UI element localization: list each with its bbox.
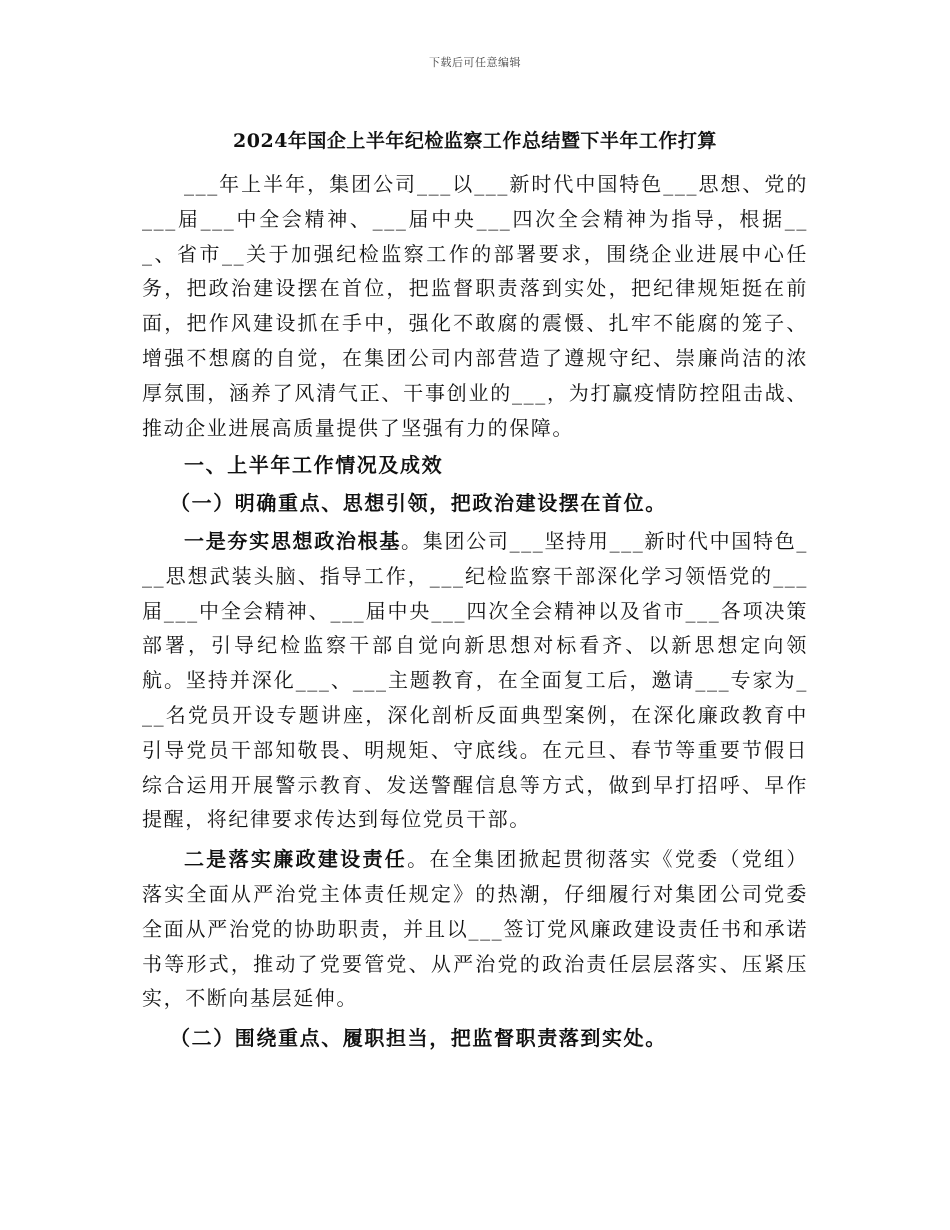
intro-paragraph: ___年上半年，集团公司___以___新时代中国特色___思想、党的___届___中全会精神、___届中央___四次全会精神为指导，根据___、省市__关于加强纪检监察工作的部署要求，围绕企业进展中心任务，把政治建设摆在首位，把监督职责落到实处，把纪律规矩挺在前面，把作风建设抓在手中，强化不敢腐的震慑、扎牢不能腐的笼子、增强不想腐的自觉，在集团公司内部营造了遵规守纪、崇廉尚洁的浓厚氛围，涵养了风清气正、干事创业的___，为打赢疫情防控阻击战、推动企业进展高质量提供了坚强有力的保障。 — [142, 172, 808, 440]
item-lead-1: 一是夯实思想政治根基 — [184, 528, 402, 553]
item-paragraph-2 — [142, 842, 808, 1016]
item-text-1: 。集团公司___坚持用___新时代中国特色___思想武装头脑、指导工作，___纪检监察干部深化学习领悟党的___届___中全会精神、___届中央___四次全会精神以及省市___各项决策部署，引导纪检监察干部自觉向新思想对标看齐、以新思想定向领航。坚持并深化___、___主题教育，在全面复工后，邀请___专家为___名党员开设专题讲座，深化剖析反面典型案例，在深化廉政教育中引导党员干部知敬畏、明规矩、守底线。在元旦、春节等重要节假日综合运用开展警示教育、发送警醒信息等方式，做到早打招呼、早作提醒，将纪律要求传达到每位党员干部。 — [142, 528, 809, 832]
item-lead-2: 二是落实廉政建设责任 — [184, 847, 408, 872]
subsection-heading-2: （二）围绕重点、履职担当，把监督职责落到实处。 — [170, 1026, 667, 1051]
item-paragraph-1 — [142, 524, 808, 837]
item-text-2: 。在全集团掀起贯彻落实《党委（党组）落实全面从严治党主体责任规定》的热潮，仔细履行对集团公司党委全面从严治党的协助职责，并且以___签订党风廉政建设责任书和承诺书等形式，推动了党要管党、从严治党的政治责任层层落实、压紧压实，不断向基层延伸。 — [142, 847, 808, 1011]
section-heading-1: 一、上半年工作情况及成效 — [184, 453, 444, 478]
document-body — [142, 167, 808, 1056]
subsection-heading-1: （一）明确重点、思想引领，把政治建设摆在首位。 — [170, 491, 667, 516]
header-note: 下载后可任意编辑 — [429, 56, 521, 69]
document-title: 2024年国企上半年纪检监察工作总结暨下半年工作打算 — [233, 130, 717, 152]
